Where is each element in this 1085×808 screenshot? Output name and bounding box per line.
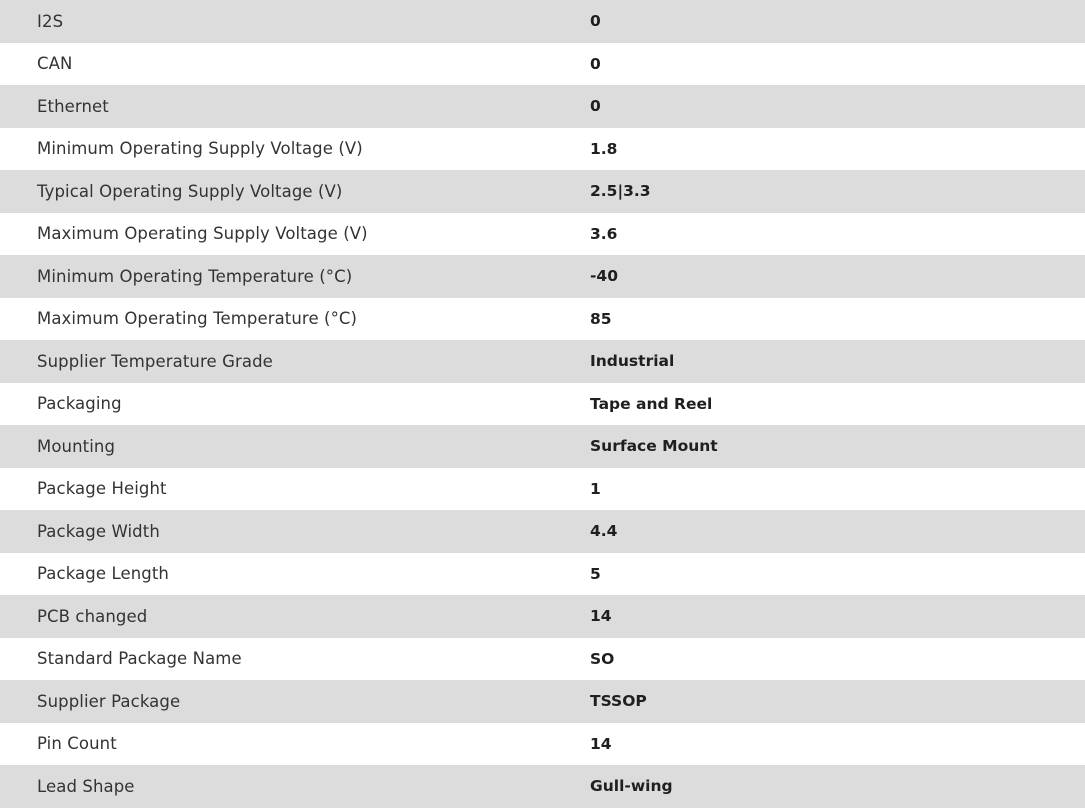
spec-value: 3.6 (590, 224, 618, 243)
spec-label: Lead Shape (37, 776, 135, 796)
spec-label: Typical Operating Supply Voltage (V) (37, 181, 343, 201)
spec-label: Supplier Temperature Grade (37, 351, 273, 371)
table-row (0, 510, 1085, 553)
spec-label: Standard Package Name (37, 649, 242, 669)
spec-value: 14 (590, 607, 612, 626)
table-row (0, 255, 1085, 298)
table-row (0, 723, 1085, 766)
spec-value: 0 (590, 97, 601, 116)
spec-value: 2.5|3.3 (590, 182, 651, 201)
table-row (0, 43, 1085, 86)
spec-value: 0 (590, 54, 601, 73)
spec-label: Mounting (37, 436, 116, 456)
spec-label: Package Height (37, 479, 167, 499)
spec-value: 1 (590, 479, 601, 498)
spec-value: SO (590, 649, 615, 668)
spec-label: Maximum Operating Supply Voltage (V) (37, 224, 368, 244)
table-row (0, 0, 1085, 43)
table-row (0, 553, 1085, 596)
spec-value: 1.8 (590, 139, 618, 158)
spec-value: 85 (590, 309, 612, 328)
spec-label: Minimum Operating Supply Voltage (V) (37, 139, 363, 159)
spec-value: Gull-wing (590, 777, 673, 796)
table-row (0, 383, 1085, 426)
spec-label: Package Width (37, 521, 160, 541)
spec-label: CAN (37, 54, 73, 74)
spec-value: Tape and Reel (590, 394, 713, 413)
spec-label: I2S (37, 11, 64, 31)
table-row (0, 638, 1085, 681)
spec-value: 4.4 (590, 522, 618, 541)
spec-value: Industrial (590, 352, 675, 371)
table-row (0, 128, 1085, 171)
table-row (0, 213, 1085, 256)
spec-value: Surface Mount (590, 437, 718, 456)
spec-value: TSSOP (590, 692, 647, 711)
spec-label: Minimum Operating Temperature (°C) (37, 266, 353, 286)
spec-label: Maximum Operating Temperature (°C) (37, 309, 358, 329)
spec-label: Supplier Package (37, 691, 181, 711)
table-row (0, 340, 1085, 383)
spec-value: 14 (590, 734, 612, 753)
table-row (0, 170, 1085, 213)
table-row (0, 765, 1085, 808)
table-row (0, 680, 1085, 723)
spec-label: PCB changed (37, 606, 148, 626)
table-row (0, 425, 1085, 468)
spec-value: -40 (590, 267, 619, 286)
table-row (0, 85, 1085, 128)
spec-label: Packaging (37, 394, 122, 414)
table-row (0, 595, 1085, 638)
spec-label: Pin Count (37, 734, 117, 754)
spec-label: Ethernet (37, 96, 109, 116)
spec-value: 5 (590, 564, 601, 583)
table-row (0, 298, 1085, 341)
spec-label: Package Length (37, 564, 169, 584)
spec-value: 0 (590, 12, 601, 31)
table-row (0, 468, 1085, 511)
